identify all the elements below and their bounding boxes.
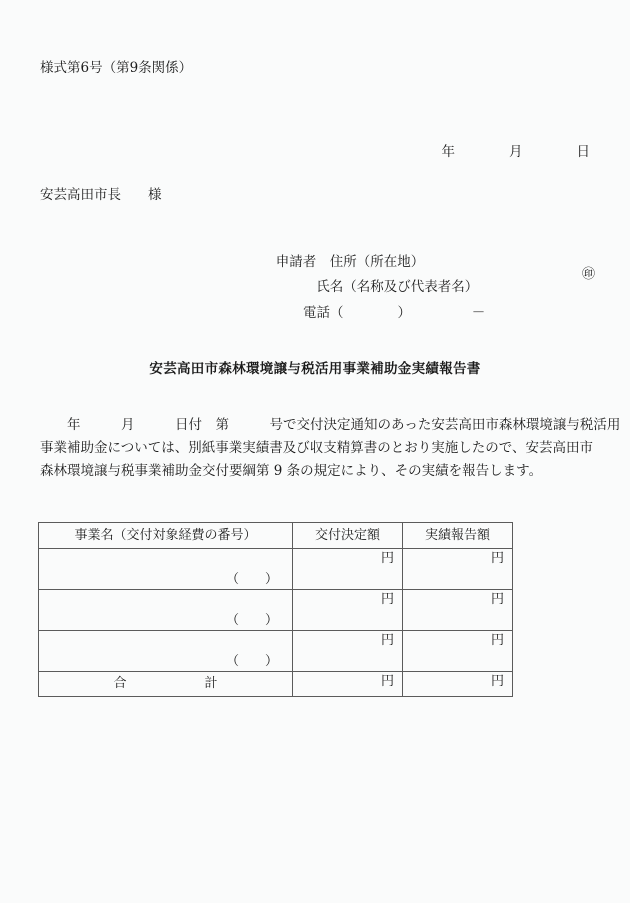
- table-header-row: [39, 523, 513, 549]
- header-cell-project-name: 事業名（交付対象経費の番号）: [39, 523, 293, 549]
- yen-unit: 円: [380, 633, 394, 648]
- report-table-wrap: [38, 522, 511, 697]
- applicant-address-label: 住所（所在地）: [329, 253, 425, 270]
- applicant-name-row: [250, 267, 595, 295]
- applicant-telephone-line: 電話（ ） －: [303, 305, 486, 321]
- body-line: 事業補助金については、別紙事業実績書及び収支精算書のとおり実施したので、安芸高田市: [40, 440, 593, 456]
- yen-unit: 円: [490, 633, 504, 648]
- cell-decided-amount[interactable]: [293, 631, 403, 672]
- body-paragraph: [40, 417, 621, 488]
- report-table: [38, 522, 513, 697]
- cell-decided-amount[interactable]: [293, 590, 403, 631]
- table-row: [39, 549, 513, 590]
- cell-reported-amount[interactable]: [403, 549, 513, 590]
- cell-expense-number-paren: （ ）: [225, 613, 278, 628]
- table-row: [39, 590, 513, 631]
- table-row: [39, 631, 513, 672]
- applicant-label: 申請者: [275, 253, 317, 270]
- header-cell-reported-amount: 実績報告額: [403, 523, 513, 549]
- yen-unit: 円: [380, 551, 394, 566]
- table-total-row: [39, 672, 513, 697]
- addressee: 安芸高田市長 様: [40, 187, 162, 203]
- cell-expense-number-paren: （ ）: [225, 572, 278, 587]
- cell-project-name[interactable]: [39, 631, 293, 672]
- yen-unit: 円: [380, 674, 394, 689]
- yen-unit: 円: [380, 592, 394, 607]
- cell-decided-amount[interactable]: [293, 549, 403, 590]
- date-line: 年 月 日: [441, 144, 590, 160]
- page-title: 安芸高田市森林環境譲与税活用事業補助金実績報告書: [149, 361, 481, 377]
- cell-total-decided-amount[interactable]: [293, 672, 403, 697]
- yen-unit: 円: [490, 674, 504, 689]
- yen-unit: 円: [490, 551, 504, 566]
- yen-unit: 円: [490, 592, 504, 607]
- cell-reported-amount[interactable]: [403, 590, 513, 631]
- body-line: 森林環境譲与税事業補助金交付要綱第 9 条の規定により、その実績を報告します。: [40, 463, 543, 479]
- cell-project-name[interactable]: [39, 549, 293, 590]
- applicant-name-label: 氏名（名称及び代表者名）: [316, 278, 479, 295]
- cell-expense-number-paren: （ ）: [225, 654, 278, 669]
- applicant-block: [250, 242, 595, 295]
- body-line: 年 月 日付 第 号で交付決定通知のあった安芸高田市森林環境譲与税活用: [40, 417, 621, 433]
- form-number: 様式第6号（第9条関係）: [40, 60, 193, 76]
- header-cell-decided-amount: 交付決定額: [293, 523, 403, 549]
- cell-reported-amount[interactable]: [403, 631, 513, 672]
- applicant-address-row: [250, 242, 595, 270]
- cell-total-reported-amount[interactable]: [403, 672, 513, 697]
- cell-project-name[interactable]: [39, 590, 293, 631]
- seal-icon: ㊞: [581, 267, 595, 282]
- cell-total-label: 合 計: [39, 672, 293, 697]
